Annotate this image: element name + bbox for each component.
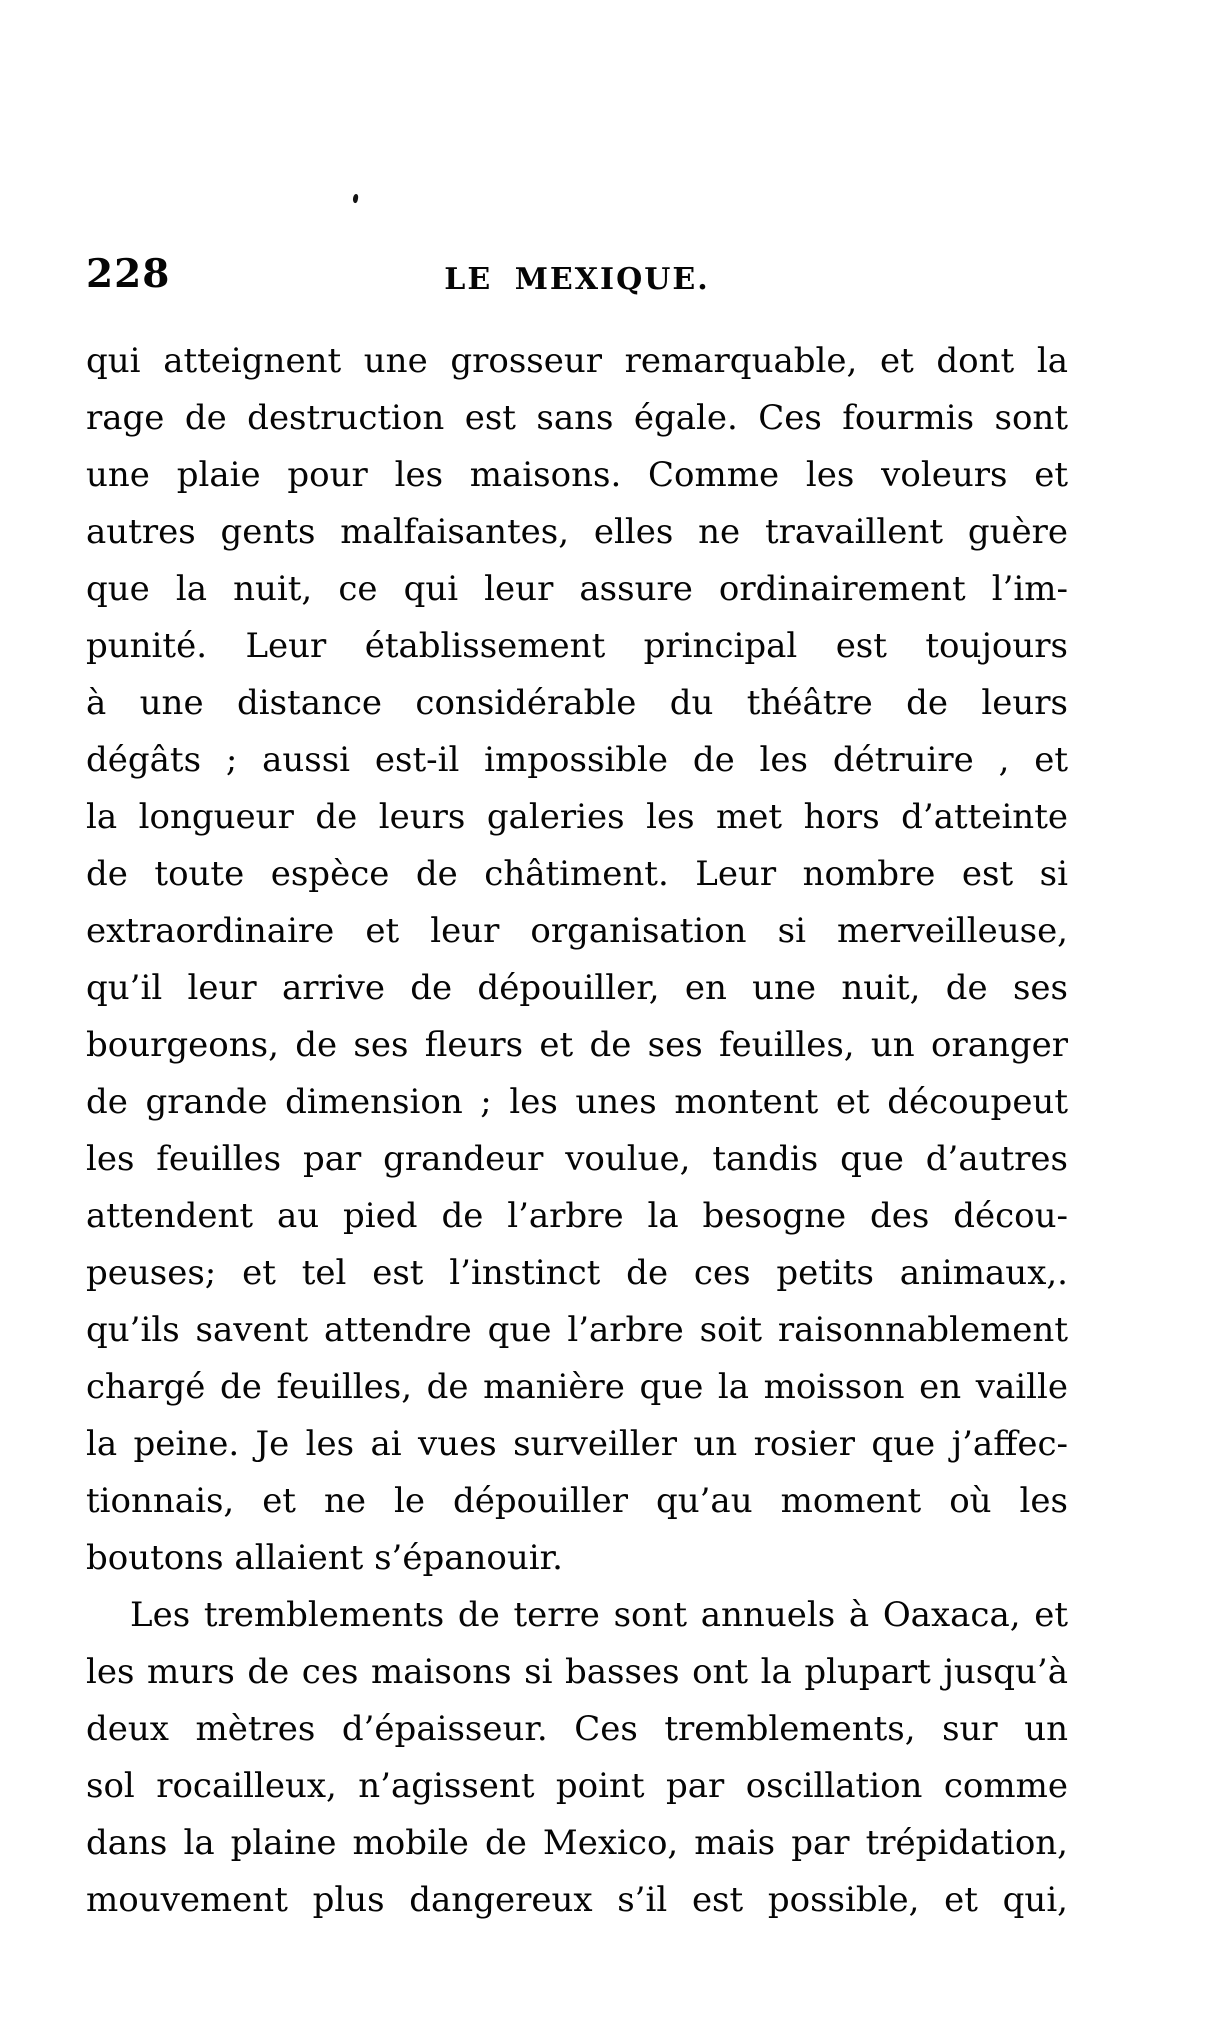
text-line: deux mètres d’épaisseur. Ces tremblements, sur un: [86, 1709, 1068, 1749]
text-line: les feuilles par grandeur voulue, tandis que d’autres: [86, 1139, 1068, 1179]
paragraph: [86, 1587, 1068, 1929]
text-line: les murs de ces maisons si basses ont la plupart jusqu’à: [86, 1652, 1068, 1692]
text-line: une plaie pour les maisons. Comme les voleurs et: [86, 455, 1068, 495]
text-line: de grande dimension ; les unes montent et découpeut: [86, 1082, 1068, 1122]
text-line: la longueur de leurs galeries les met hors d’atteinte: [86, 797, 1068, 837]
text-line: extraordinaire et leur organisation si merveilleuse,: [86, 911, 1068, 951]
text-line: bourgeons, de ses fleurs et de ses feuilles, un oranger: [86, 1025, 1068, 1065]
page-header: [86, 250, 1068, 300]
text-line: dégâts ; aussi est-il impossible de les détruire , et: [86, 740, 1068, 780]
text-line: rage de destruction est sans égale. Ces fourmis sont: [86, 398, 1068, 438]
text-line: boutons allaient s’épanouir.: [86, 1538, 563, 1578]
page-body: [86, 333, 1068, 1929]
text-line: qu’il leur arrive de dépouiller, en une nuit, de ses: [86, 968, 1068, 1008]
text-line: que la nuit, ce qui leur assure ordinairement l’im-: [86, 569, 1068, 609]
running-title: LE MEXIQUE.: [444, 262, 710, 297]
text-line: attendent au pied de l’arbre la besogne des décou-: [86, 1196, 1068, 1236]
text-line: qui atteignent une grosseur remarquable, et dont la: [86, 341, 1068, 381]
text-line: sol rocailleux, n’agissent point par oscillation comme: [86, 1766, 1068, 1806]
page-number: 228: [86, 251, 171, 297]
text-line: mouvement plus dangereux s’il est possible, et qui,: [86, 1880, 1068, 1920]
text-line: tionnais, et ne le dépouiller qu’au moment où les: [86, 1481, 1068, 1521]
text-line: qu’ils savent attendre que l’arbre soit raisonnablement: [86, 1310, 1068, 1350]
text-line: Les tremblements de terre sont annuels à Oaxaca, et: [130, 1595, 1068, 1635]
text-line: de toute espèce de châtiment. Leur nombre est si: [86, 854, 1068, 894]
text-line: chargé de feuilles, de manière que la moisson en vaille: [86, 1367, 1068, 1407]
text-line: dans la plaine mobile de Mexico, mais par trépidation,: [86, 1823, 1068, 1863]
text-line: autres gents malfaisantes, elles ne travaillent guère: [86, 512, 1068, 552]
text-line: la peine. Je les ai vues surveiller un rosier que j’affec-: [86, 1424, 1068, 1464]
text-line: punité. Leur établissement principal est toujours: [86, 626, 1068, 666]
paragraph: [86, 333, 1068, 1587]
text-line: à une distance considérable du théâtre de leurs: [86, 683, 1068, 723]
ink-speck: [352, 194, 359, 204]
text-line: peuses; et tel est l’instinct de ces petits animaux,.: [86, 1253, 1068, 1293]
